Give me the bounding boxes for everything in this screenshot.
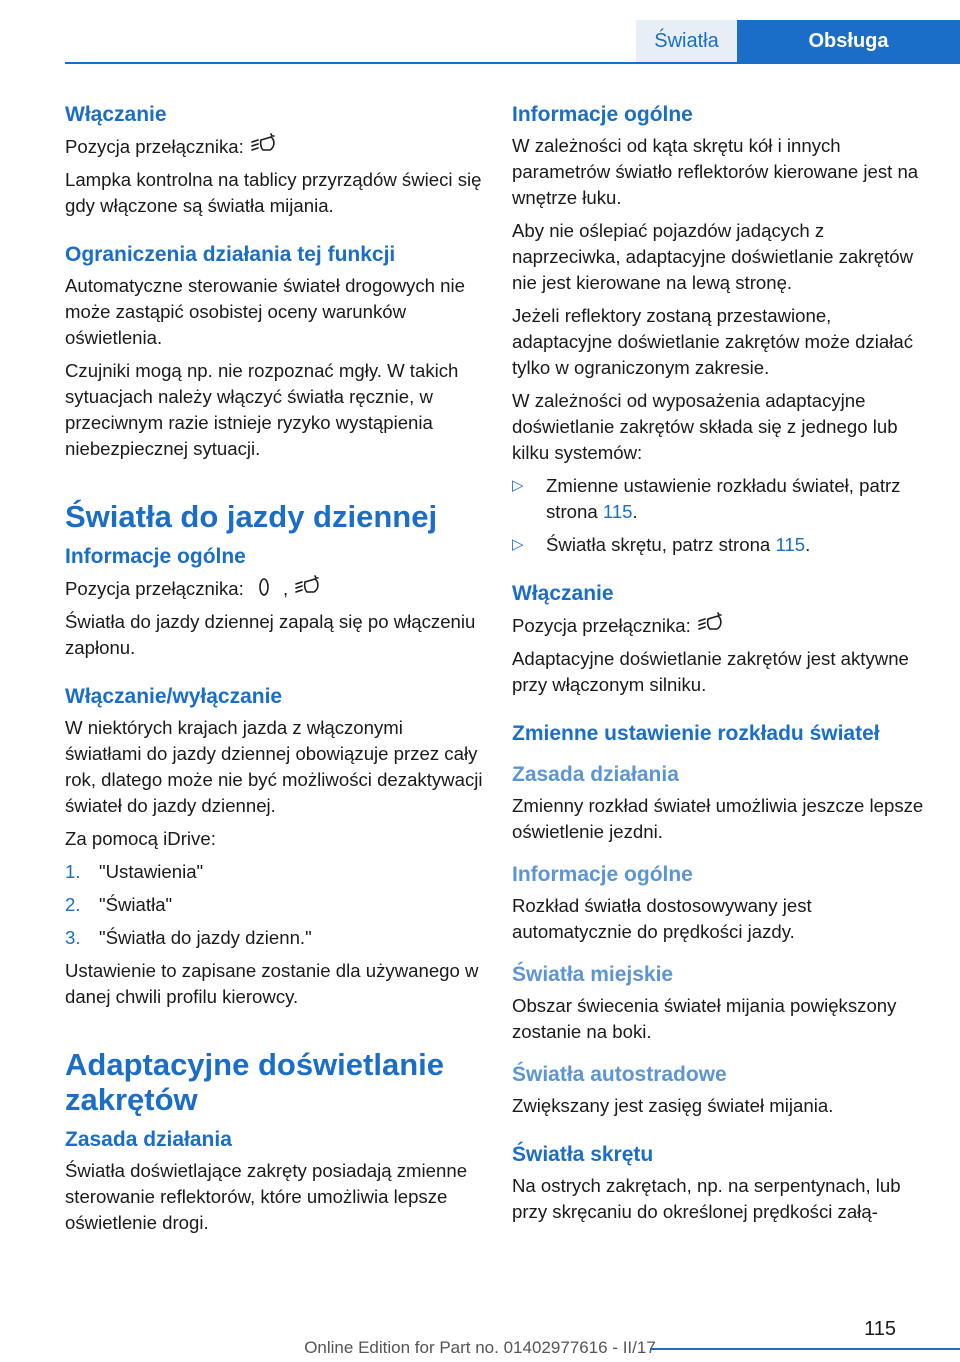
adaptive-switch-para: Pozycja przełącznika: xyxy=(512,612,932,639)
heading-zasada: Zasada działania xyxy=(65,1128,232,1151)
equipment-para: W zależności od wyposażenia adaptacyjne doświetlanie zakrętów składa się z jednego lub kilku systemów: xyxy=(512,390,898,463)
left-column xyxy=(65,100,483,1243)
page-number: 115 xyxy=(864,1318,896,1340)
heading-wlaczanie: Włączanie xyxy=(65,103,167,126)
sensors-para: Czujniki mogą np. nie rozpoznać mgły. W takich sytuacjach należy włączyć światła ręcznie, w przeciwnym razie istnieje ryzyko wystąpienia niebezpiecznej sytuacji. xyxy=(65,360,459,459)
heading-variable-distribution: Zmienne ustawienie rozkładu świateł xyxy=(512,722,880,745)
highway-lights-para: Zwiększany jest zasięg świateł mijania. xyxy=(512,1095,834,1116)
list-item: ▷ Światła skrętu, patrz strona 115. xyxy=(512,534,811,555)
heading-adaptive: Adaptacyjne doświetlanie zakrętów xyxy=(65,1047,444,1117)
variable-principle-para: Zmienny rozkład świateł umożliwia jeszcze lepsze oświetlenie jezdni. xyxy=(512,795,924,842)
indicator-para: Lampka kontrolna na tablicy przyrządów świeci się gdy włączone są światła mijania. xyxy=(65,169,482,216)
systems-list xyxy=(512,473,932,558)
adaptive-active-para: Adaptacyjne doświetlanie zakrętów jest aktywne przy włączonym silniku. xyxy=(512,648,909,695)
list-item: 2. "Światła" xyxy=(65,894,173,915)
list-item: 3. "Światła do jazdy dzienn." xyxy=(65,927,312,948)
header-active-tab: Obsługa xyxy=(737,20,960,62)
subheading-zasada: Zasada działania xyxy=(512,763,679,786)
heading-ograniczenia: Ograniczenia działania tej funkcji xyxy=(65,243,396,266)
city-lights-para: Obszar świecenia świateł mijania powiększony zostanie na boki. xyxy=(512,995,897,1042)
adjusted-para: Jeżeli reflektory zostaną przestawione, adaptacyjne doświetlanie zakrętów może działać tylko w ograniczonym zakresie. xyxy=(512,305,914,378)
heading-drl: Światła do jazdy dziennej xyxy=(65,499,438,534)
adaptive-principle-para: Światła doświetlające zakręty posiadają zmienne sterowanie reflektorów, które umożliwia lepsze oświetlenie drogi. xyxy=(65,1160,468,1233)
subheading-city-lights: Światła miejskie xyxy=(512,963,674,986)
edition-footer: Online Edition for Part no. 01402977616 - II/17 xyxy=(304,1338,656,1357)
header-rule xyxy=(65,62,960,64)
auto-headlight-icon xyxy=(250,133,278,157)
heading-informacje-drl: Informacje ogólne xyxy=(65,545,246,568)
header-section-tab: Światła xyxy=(636,20,737,62)
speed-adjust-para: Rozkład światła dostosowywany jest automatycznie do prędkości jazdy. xyxy=(512,895,812,942)
list-item: 1. "Ustawienia" xyxy=(65,861,204,882)
idrive-para: Za pomocą iDrive: xyxy=(65,828,216,849)
auto-headlight-icon xyxy=(697,612,725,636)
subheading-informacje: Informacje ogólne xyxy=(512,863,693,886)
auto-control-para: Automatyczne sterowanie świateł drogowych nie może zastąpić osobistej oceny warunków oświetlenia. xyxy=(65,275,465,348)
page-link[interactable]: 115 xyxy=(602,501,633,522)
idrive-steps xyxy=(65,859,483,951)
heading-wlaczanie-wylaczanie: Włączanie/wyłączanie xyxy=(65,685,283,708)
drl-on-para: Światła do jazdy dziennej zapalą się po włączeniu zapłonu. xyxy=(65,611,476,658)
page-link[interactable]: 115 xyxy=(775,534,806,555)
drl-countries-para: W niektórych krajach jazda z włączonymi światłami do jazdy dziennej obowiązuje przez cały rok, dlatego może nie być możliwości dezaktywacji świateł do jazdy dziennej. xyxy=(65,717,483,816)
profile-para: Ustawienie to zapisane zostanie dla używanego w danej chwili profilu kierowcy. xyxy=(65,960,479,1007)
drl-switch-para: Pozycja przełącznika: , xyxy=(65,575,483,602)
oncoming-para: Aby nie oślepiać pojazdów jadących z naprzeciwka, adaptacyjne doświetlanie zakrętów nie jest kierowane na lewą stronę. xyxy=(512,220,914,293)
list-item: ▷ Zmienne ustawienie rozkładu świateł, patrz strona 115. xyxy=(512,475,901,522)
heading-informacje-adaptive: Informacje ogólne xyxy=(512,103,693,126)
auto-headlight-icon xyxy=(294,575,322,599)
steering-para: W zależności od kąta skrętu kół i innych parametrów światło reflektorów kierowane jest na wnętrze łuku. xyxy=(512,135,919,208)
heading-wlaczanie-adaptive: Włączanie xyxy=(512,582,614,605)
subheading-highway-lights: Światła autostradowe xyxy=(512,1063,727,1086)
turn-lights-para: Na ostrych zakrętach, np. na serpentynach, lub przy skręcaniu do określonej prędkości załą- xyxy=(512,1175,901,1222)
switch-position-para: Pozycja przełącznika: xyxy=(65,133,483,160)
heading-turn-lights: Światła skrętu xyxy=(512,1143,654,1166)
parking-light-icon xyxy=(250,575,278,599)
right-column xyxy=(512,100,932,1232)
